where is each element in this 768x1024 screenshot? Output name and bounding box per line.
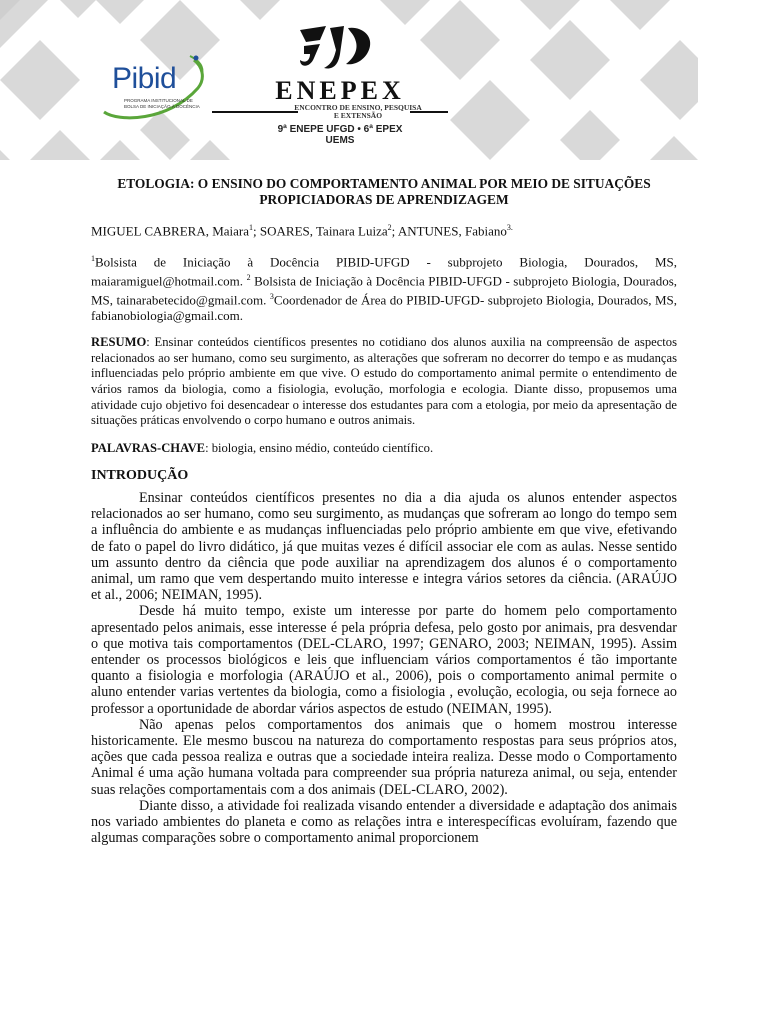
enepex-edition: 9ª ENEPE UFGD • 6ª EPEX UEMS (277, 124, 403, 146)
paragraph: Diante disso, a atividade foi realizada visando entender a diversidade e adaptação dos animais nos variado ambientes do planeta e como as relações intra e interespecíficas evoluíram, fazendo que algumas comparações sobre o comportamento animal proporcionem (91, 797, 677, 847)
paragraph: Não apenas pelos comportamentos dos animais que o homem mostrou interesse historicamente. Ele mesmo buscou na natureza do comportamento respostas para seus próprios atos, ações que cada pessoa realiza e outras que a sociedade inteira realiza. Desse modo o Comportamento Animal é uma ação humana voltada para compreender sua própria natureza animal, ou seja, entender suas relações comportamentais com a dos animais (DEL-CLARO, 2002). (91, 716, 677, 798)
affiliation-text: Bolsista de Iniciação à Docência PIBID-UFGD - subprojeto Biologia, Dourados, MS, maiaramiguel@hotmail.com. (91, 254, 677, 289)
affiliation-superscript: 3 (269, 291, 274, 301)
pibid-logo-subtitle: PROGRAMA INSTITUCIONAL DE BOLSA DE INICIAÇÃO À DOCÊNCIA (124, 98, 200, 109)
author-name: MIGUEL CABRERA, Maiara (91, 223, 250, 239)
abstract-label: RESUMO (91, 335, 147, 350)
header-banner (0, 0, 698, 160)
paragraph: Desde há muito tempo, existe um interesse por parte do homem pelo comportamento apresentado pelos animais, esse interesse é pela própria defesa, pelo gosto por animais, pra desvendar o que motiva tais comportamentos (DEL-CLARO, 1997; GENARO, 2003; NEIMAN, 1995). Assim entender os processos biológicos e leis que influenciam vários comportamentos é tão importante quanto a fisiologia e morfologia (ARAÚJO et al., 2006), pois o comportamento animal permite o aluno entender varias vertentes da biologia, como a fisiologia , evolução, ecologia, ou seja fornece ao professor a oportunidade de abordar vários aspectos de estudo (NEIMAN, 1995). (91, 603, 677, 717)
introduction-body (91, 490, 677, 846)
enepex-subtitle: ENCONTRO DE ENSINO, PESQUISA E EXTENSÃO (294, 103, 422, 120)
author-separator: ; (391, 223, 398, 239)
author-affiliations (91, 251, 677, 323)
document-body (91, 176, 677, 847)
author-name: SOARES, Tainara Luiza (259, 223, 388, 239)
enepex-logo-mark (296, 24, 376, 74)
paragraph: Ensinar conteúdos científicos presentes no dia a dia ajuda os alunos entender aspectos relacionados ao ser humano, como seu surgimento, as mudanças que sofreram ao longo do tempo sem a influência do ambiente e as mudanças influenciadas pelo próprio ambiente em que vive, efetivando de fato o papel do livro didático, já que muitas vezes é difícil associar ele com as aulas. Nesse sentido um assunto dentro da ciência que pode auxiliar na aprendizagem dos alunos é o comportamento animal, um ramo que vem despertando muito interesse e integra vários setores da ciência. (ARAÚJO et al., 2006; NEIMAN, 1995). (91, 490, 677, 604)
divider-line (212, 111, 298, 113)
abstract-text: : Ensinar conteúdos científicos presentes no cotidiano dos alunos auxilia na compreensão de aspectos relacionados ao ser humano, como seu surgimento, as alterações que sofreram no decorrer do tempo e as mudanças influenciadas pelo próprio ambiente em que vive. O estudo do comportamento animal permite o entendimento de vários ramos da biologia, como a fisiologia, evolução, morfologia e ecologia. Diante disso, propusemos uma atividade cujo objetivo foi desencadear o interesse dos estudantes para com a etologia, por meio da apresentação de situações práticas envolvendo o corpo humano e outros animais. (91, 335, 677, 428)
affiliation-text: Bolsista de Iniciação à Docência PIBID-UFGD - subprojeto Biologia, Dourados, MS, tainarabetecido@gmail.com. (91, 273, 677, 308)
section-heading-introduction: INTRODUÇÃO (91, 468, 189, 484)
author-list (91, 220, 677, 239)
abstract (91, 335, 677, 429)
keywords-text: : biologia, ensino médio, conteúdo científico. (205, 440, 434, 455)
affiliation-superscript: 1 (91, 253, 95, 263)
author-name: ANTUNES, Fabiano (397, 223, 507, 239)
author-separator: ; (253, 223, 260, 239)
affiliation-text: Coordenador de Área do PIBID-UFGD- subprojeto Biologia, Dourados, MS, fabianobiologia@gmail.com. (91, 292, 677, 323)
affiliation-superscript: 2 (246, 272, 251, 282)
enepex-title: ENEPEX (275, 76, 405, 105)
pibid-logo-text: Pibid (112, 62, 177, 95)
document-title: ETOLOGIA: O ENSINO DO COMPORTAMENTO ANIMAL POR MEIO DE SITUAÇÕES PROPICIADORAS DE APRENDIZAGEM (117, 176, 651, 207)
keywords-label: PALAVRAS-CHAVE (91, 440, 206, 455)
author-superscript: 3. (506, 223, 513, 232)
author-superscript: 2 (387, 223, 392, 232)
author-superscript: 1 (249, 223, 254, 232)
keywords (91, 441, 677, 457)
